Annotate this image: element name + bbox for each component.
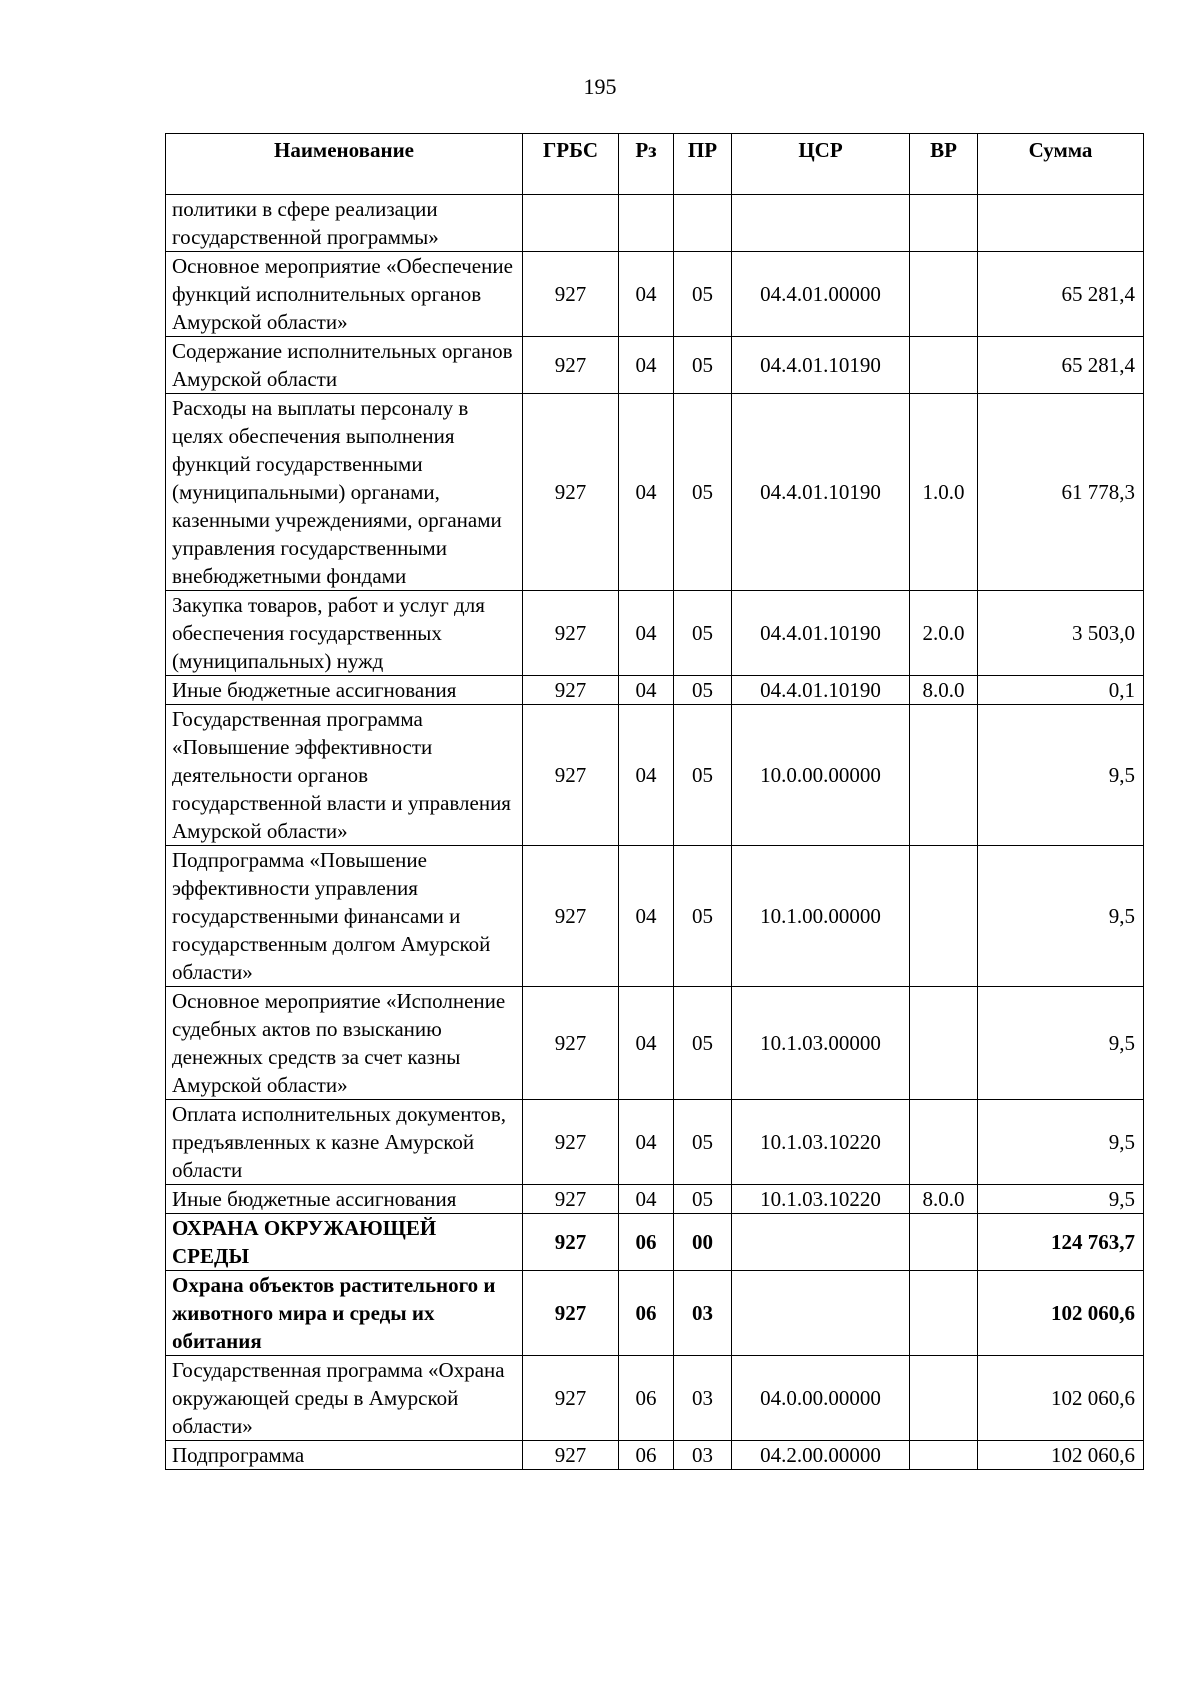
header-rz: Рз [619, 134, 674, 195]
table-row [166, 676, 1144, 705]
cell-pr: 05 [674, 676, 732, 705]
table-row [166, 1441, 1144, 1470]
cell-pr: 03 [674, 1356, 732, 1441]
cell-vr [910, 1356, 978, 1441]
table-header [166, 134, 1144, 195]
cell-vr [910, 195, 978, 252]
cell-name: Подпрограмма [166, 1441, 523, 1470]
cell-grbs: 927 [523, 1441, 619, 1470]
cell-sum: 102 060,6 [978, 1441, 1144, 1470]
cell-grbs: 927 [523, 591, 619, 676]
table-row [166, 1271, 1144, 1356]
cell-pr: 05 [674, 591, 732, 676]
cell-name: Государственная программа «Охрана окружающей среды в Амурской области» [166, 1356, 523, 1441]
cell-grbs: 927 [523, 1185, 619, 1214]
cell-grbs: 927 [523, 1356, 619, 1441]
cell-rz: 06 [619, 1356, 674, 1441]
cell-csr: 04.4.01.10190 [732, 591, 910, 676]
table-row [166, 1100, 1144, 1185]
cell-sum: 61 778,3 [978, 394, 1144, 591]
cell-pr: 05 [674, 252, 732, 337]
cell-sum: 9,5 [978, 987, 1144, 1100]
cell-name: Государственная программа «Повышение эффективности деятельности органов государственной власти и управления Амурской области» [166, 705, 523, 846]
cell-grbs: 927 [523, 846, 619, 987]
cell-grbs: 927 [523, 1100, 619, 1185]
cell-csr: 10.0.00.00000 [732, 705, 910, 846]
cell-vr [910, 987, 978, 1100]
cell-rz: 06 [619, 1271, 674, 1356]
header-row [166, 134, 1144, 195]
cell-csr: 04.4.01.10190 [732, 337, 910, 394]
cell-sum: 102 060,6 [978, 1271, 1144, 1356]
cell-grbs: 927 [523, 337, 619, 394]
cell-vr [910, 846, 978, 987]
cell-grbs: 927 [523, 394, 619, 591]
cell-csr: 10.1.00.00000 [732, 846, 910, 987]
cell-csr [732, 1214, 910, 1271]
cell-sum [978, 195, 1144, 252]
cell-sum: 0,1 [978, 676, 1144, 705]
cell-name: Основное мероприятие «Обеспечение функций исполнительных органов Амурской области» [166, 252, 523, 337]
table-row [166, 1356, 1144, 1441]
cell-pr: 03 [674, 1271, 732, 1356]
cell-vr: 8.0.0 [910, 1185, 978, 1214]
cell-sum: 102 060,6 [978, 1356, 1144, 1441]
table-row [166, 195, 1144, 252]
cell-csr: 04.4.01.10190 [732, 394, 910, 591]
cell-name: ОХРАНА ОКРУЖАЮЩЕЙ СРЕДЫ [166, 1214, 523, 1271]
cell-grbs: 927 [523, 1214, 619, 1271]
header-name: Наименование [166, 134, 523, 195]
cell-vr: 8.0.0 [910, 676, 978, 705]
cell-vr [910, 252, 978, 337]
table-row [166, 987, 1144, 1100]
cell-csr [732, 1271, 910, 1356]
cell-name: Иные бюджетные ассигнования [166, 676, 523, 705]
cell-vr: 1.0.0 [910, 394, 978, 591]
cell-sum: 65 281,4 [978, 252, 1144, 337]
cell-rz: 04 [619, 591, 674, 676]
cell-grbs: 927 [523, 1271, 619, 1356]
budget-table [165, 133, 1144, 1470]
header-vr: ВР [910, 134, 978, 195]
cell-rz: 04 [619, 987, 674, 1100]
cell-rz: 04 [619, 1185, 674, 1214]
cell-pr: 03 [674, 1441, 732, 1470]
cell-pr: 05 [674, 394, 732, 591]
table-row [166, 705, 1144, 846]
cell-rz: 04 [619, 1100, 674, 1185]
cell-name: Подпрограмма «Повышение эффективности управления государственными финансами и государственным долгом Амурской области» [166, 846, 523, 987]
cell-name: Оплата исполнительных документов, предъявленных к казне Амурской области [166, 1100, 523, 1185]
cell-vr [910, 1441, 978, 1470]
cell-pr: 05 [674, 705, 732, 846]
page-number: 195 [583, 74, 617, 99]
cell-sum: 9,5 [978, 1185, 1144, 1214]
table-row [166, 394, 1144, 591]
cell-pr: 05 [674, 337, 732, 394]
cell-rz [619, 195, 674, 252]
cell-name: Иные бюджетные ассигнования [166, 1185, 523, 1214]
table-body [166, 195, 1144, 1470]
header-sum: Сумма [978, 134, 1144, 195]
cell-sum: 65 281,4 [978, 337, 1144, 394]
cell-vr: 2.0.0 [910, 591, 978, 676]
cell-pr: 05 [674, 1100, 732, 1185]
table-row [166, 591, 1144, 676]
cell-sum: 9,5 [978, 1100, 1144, 1185]
table-row [166, 337, 1144, 394]
table-row [166, 1185, 1144, 1214]
cell-rz: 06 [619, 1214, 674, 1271]
cell-pr: 05 [674, 1185, 732, 1214]
cell-grbs [523, 195, 619, 252]
cell-grbs: 927 [523, 676, 619, 705]
cell-csr: 04.2.00.00000 [732, 1441, 910, 1470]
header-csr: ЦСР [732, 134, 910, 195]
cell-pr: 05 [674, 846, 732, 987]
cell-rz: 06 [619, 1441, 674, 1470]
header-pr: ПР [674, 134, 732, 195]
cell-name: Основное мероприятие «Исполнение судебных актов по взысканию денежных средств за счет казны Амурской области» [166, 987, 523, 1100]
cell-pr: 00 [674, 1214, 732, 1271]
cell-vr [910, 1214, 978, 1271]
cell-csr: 04.0.00.00000 [732, 1356, 910, 1441]
cell-rz: 04 [619, 705, 674, 846]
header-grbs: ГРБС [523, 134, 619, 195]
cell-sum: 3 503,0 [978, 591, 1144, 676]
cell-vr [910, 705, 978, 846]
cell-name: политики в сфере реализации государственной программы» [166, 195, 523, 252]
cell-rz: 04 [619, 846, 674, 987]
cell-sum: 124 763,7 [978, 1214, 1144, 1271]
cell-rz: 04 [619, 337, 674, 394]
cell-vr [910, 1271, 978, 1356]
cell-sum: 9,5 [978, 846, 1144, 987]
cell-pr [674, 195, 732, 252]
cell-rz: 04 [619, 676, 674, 705]
table-row [166, 252, 1144, 337]
cell-rz: 04 [619, 252, 674, 337]
cell-vr [910, 1100, 978, 1185]
cell-name: Закупка товаров, работ и услуг для обеспечения государственных (муниципальных) нужд [166, 591, 523, 676]
cell-csr: 10.1.03.10220 [732, 1100, 910, 1185]
cell-csr: 04.4.01.10190 [732, 676, 910, 705]
cell-grbs: 927 [523, 987, 619, 1100]
cell-grbs: 927 [523, 252, 619, 337]
cell-csr: 10.1.03.10220 [732, 1185, 910, 1214]
cell-pr: 05 [674, 987, 732, 1100]
cell-sum: 9,5 [978, 705, 1144, 846]
cell-csr: 04.4.01.00000 [732, 252, 910, 337]
cell-csr: 10.1.03.00000 [732, 987, 910, 1100]
cell-name: Охрана объектов растительного и животного мира и среды их обитания [166, 1271, 523, 1356]
cell-csr [732, 195, 910, 252]
cell-vr [910, 337, 978, 394]
table-row [166, 1214, 1144, 1271]
cell-rz: 04 [619, 394, 674, 591]
cell-name: Содержание исполнительных органов Амурской области [166, 337, 523, 394]
table-row [166, 846, 1144, 987]
cell-grbs: 927 [523, 705, 619, 846]
cell-name: Расходы на выплаты персоналу в целях обеспечения выполнения функций государственными (муниципальными) органами, казенными учреждениями, органами управления государственными внебюджетными фондами [166, 394, 523, 591]
